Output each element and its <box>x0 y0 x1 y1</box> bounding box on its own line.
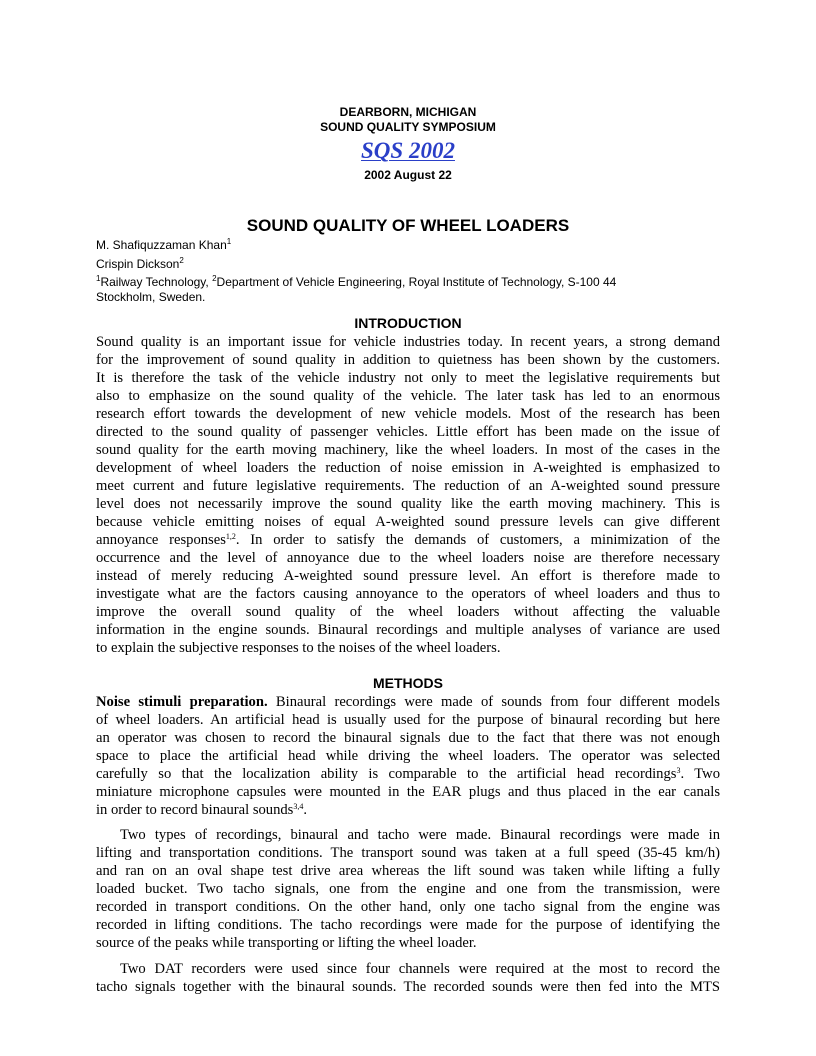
section-heading-introduction: INTRODUCTION <box>354 315 462 331</box>
methods-line: an operator was chosen to record the binaural signals due to the fact that there was not enough <box>96 730 720 746</box>
methods-text: Binaural recordings were made of sounds from four different models <box>267 694 720 710</box>
intro-line: sound quality for the earth moving machinery, like the wheel loaders. In most of the cases in the <box>96 442 720 458</box>
paper-title: SOUND QUALITY OF WHEEL LOADERS <box>246 216 570 235</box>
methods-text: in order to record binaural sounds <box>96 802 294 818</box>
intro-line: directed to the sound quality of passenger vehicles. Little effort has been made on the issue of <box>96 424 720 440</box>
intro-line: information in the engine sounds. Binaural recordings and multiple analyses of variance are used <box>96 622 720 638</box>
affiliation-line-2: Stockholm, Sweden. <box>96 290 206 304</box>
affiliation-1-mark: 1 <box>96 274 101 283</box>
intro-line: meet current and future legislative requirements. The reduction of an A-weighted sound pressure <box>96 478 720 494</box>
methods-line <box>96 801 720 819</box>
methods-line: source of the peaks while transporting or lifting the wheel loader. <box>96 935 477 951</box>
methods-text: carefully so that the localization ability is comparable to the artificial head recordings <box>96 766 677 782</box>
section-heading-methods: METHODS <box>373 675 443 691</box>
methods-line: recorded in lifting conditions. The tacho recordings were made for the purpose of identifying the <box>96 917 720 933</box>
methods-line: recorded in transport conditions. On the other hand, only one tacho signal from the engine was <box>96 899 720 915</box>
sqs-logo-link[interactable]: SQS 2002 <box>361 138 455 163</box>
author-1-name: M. Shafiquzzaman Khan <box>96 238 227 252</box>
methods-line: miniature microphone capsules were mounted in the EAR plugs and thus placed in the ear canals <box>96 784 720 800</box>
citation-mark: 3 <box>676 766 681 775</box>
introduction-paragraph <box>96 333 720 657</box>
author-2 <box>96 257 720 272</box>
intro-line <box>96 531 720 549</box>
methods-line: of wheel loaders. An artificial head is usually used for the purpose of binaural recording but here <box>96 712 720 728</box>
author-2-affiliation-mark: 2 <box>179 256 184 265</box>
affiliation-2-text: Department of Vehicle Engineering, Royal Institute of Technology, S-100 44 <box>216 275 617 289</box>
subsection-lead: Noise stimuli preparation. <box>96 694 268 710</box>
intro-line: also to emphasize on the sound quality of the vehicle. The later task has led to an enormous <box>96 388 720 404</box>
intro-line: for the improvement of sound quality in addition to quietness has been shown by the customers. <box>96 352 720 368</box>
methods-paragraph-1 <box>96 693 720 819</box>
intro-text: annoyance responses <box>96 532 226 548</box>
author-2-name: Crispin Dickson <box>96 257 180 271</box>
affiliation-2-mark: 2 <box>212 274 217 283</box>
methods-line: and ran on an oval shape test drive area whereas the lift sound was taken while lifting a fully <box>96 863 720 879</box>
affiliations <box>96 275 720 305</box>
author-1 <box>96 238 720 253</box>
intro-line: improve the overall sound quality of the wheel loaders without affecting the valuable <box>96 604 720 620</box>
intro-line: because vehicle emitting noises of equal A-weighted sound pressure levels can give different <box>96 514 720 530</box>
intro-line: instead of merely reducing A-weighted sound pressure level. An effort is therefore made to <box>96 568 720 584</box>
intro-line: development of wheel loaders the reduction of noise emission in A-weighted is emphasized to <box>96 460 720 476</box>
methods-line <box>96 693 720 711</box>
affiliation-1-text: Railway Technology, <box>100 275 213 289</box>
methods-paragraph-3 <box>96 960 720 996</box>
intro-line: Sound quality is an important issue for vehicle industries today. In recent years, a strong demand <box>96 334 720 350</box>
author-1-affiliation-mark: 1 <box>226 237 232 246</box>
conference-location: DEARBORN, MICHIGAN <box>339 105 477 119</box>
methods-line: loaded bucket. Two tacho signals, one from the engine and one from the transmission, were <box>96 881 720 897</box>
intro-text: . In order to satisfy the demands of customers, a minimization of the <box>235 532 720 548</box>
methods-line: lifting and transportation conditions. The transport sound was taken at a full speed (35-45 km/h) <box>96 845 720 861</box>
intro-line: It is therefore the task of the vehicle industry not only to meet the legislative requirements but <box>96 370 720 386</box>
methods-paragraph-2 <box>96 826 720 952</box>
methods-line: Two types of recordings, binaural and tacho were made. Binaural recordings were made in <box>120 827 720 843</box>
intro-line: occurrence and the level of annoyance due to the wheel loaders noise are therefore necessary <box>96 550 720 566</box>
symposium-name: SOUND QUALITY SYMPOSIUM <box>320 120 496 134</box>
methods-line: Two DAT recorders were used since four channels were required at the most to record the <box>120 961 720 977</box>
citation-mark: 1,2 <box>225 532 236 541</box>
conference-date: 2002 August 22 <box>364 168 452 182</box>
methods-text: . Two <box>680 766 721 782</box>
methods-line: space to place the artificial head while driving the wheel loaders. The operator was selected <box>96 748 720 764</box>
intro-line: investigate what are the factors causing annoyance to the operators of wheel loaders and thus to <box>96 586 720 602</box>
methods-text: . <box>303 802 308 818</box>
intro-line: to explain the subjective responses to the noises of the wheel loaders. <box>96 640 501 656</box>
methods-line: tacho signals together with the binaural sounds. The recorded sounds were then fed into the MTS <box>96 979 720 995</box>
methods-line <box>96 765 720 783</box>
intro-line: level does not necessarily improve the sound quality like the earth moving machinery. This is <box>96 496 720 512</box>
affiliation-line-1 <box>96 275 720 290</box>
citation-mark: 3,4 <box>293 802 304 811</box>
intro-line: research effort towards the development of new vehicle models. Most of the research has been <box>96 406 720 422</box>
